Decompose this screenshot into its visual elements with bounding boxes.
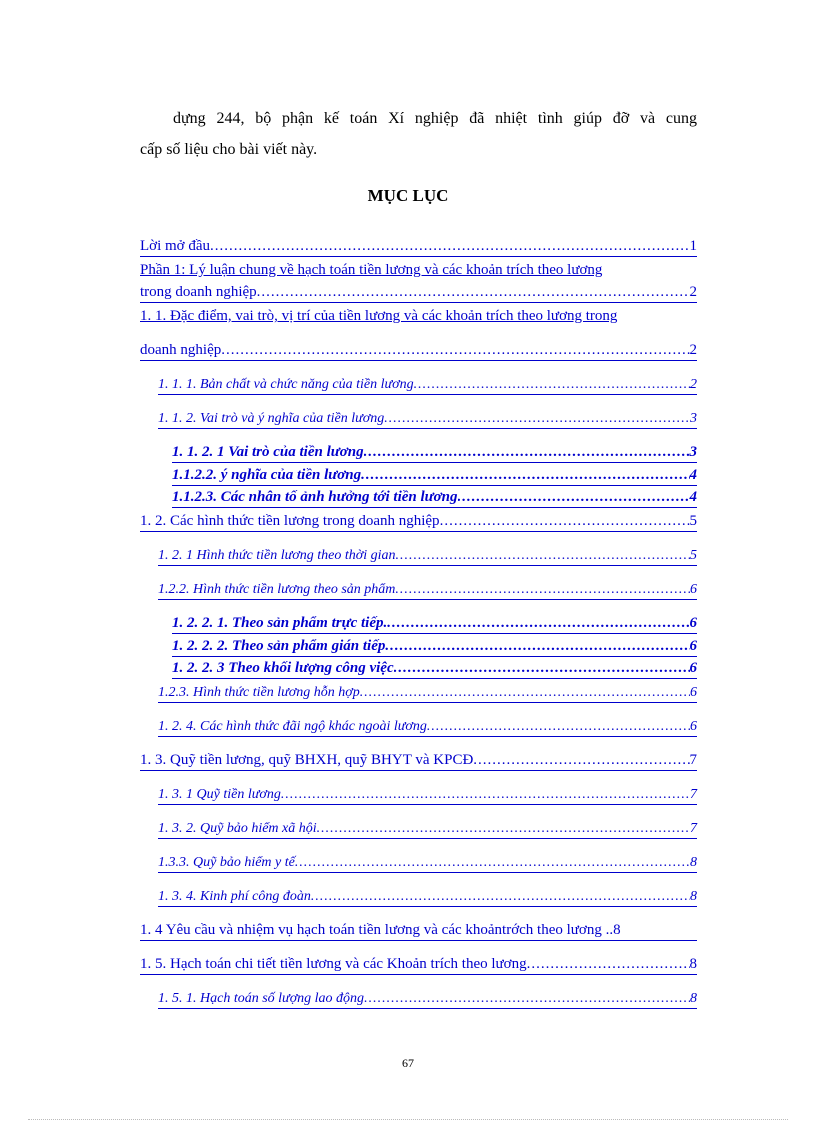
toc-entry-page: 8 <box>689 956 697 972</box>
toc-entry-1-4[interactable] <box>140 921 697 941</box>
toc-entry-text: 1. 2. 2. 1. Theo sản phẩm trực tiếp. <box>172 615 388 631</box>
intro-line-1: dựng 244, bộ phận kế toán Xí nghiệp đã nhiệt tình giúp đỡ và cung <box>173 110 697 127</box>
intro-line-2: cấp số liệu cho bài viết này. <box>140 141 318 158</box>
toc-entry-page: 5 <box>689 513 697 529</box>
toc-entry-1-2[interactable] <box>140 512 697 532</box>
toc-entry-page: 8 <box>690 991 697 1006</box>
page-bottom-divider <box>28 1119 788 1120</box>
toc-entry-page: 7 <box>690 787 697 802</box>
toc-entry-text: 1. 1. 2. Vai trò và ý nghĩa của tiền lương <box>158 411 385 426</box>
toc-entry-page: 8 <box>690 889 697 904</box>
toc-entry-text: 1. 3. Quỹ tiền lương, quỹ BHXH, quỹ BHYT và KPCĐ <box>140 752 474 768</box>
toc-entry-text: 1.1.2.2. ý nghĩa của tiền lương <box>172 467 362 483</box>
toc-entry-text: 1. 3. 2. Quỹ bảo hiểm xã hội <box>158 821 317 836</box>
toc-entry-page: 6 <box>689 615 697 631</box>
toc-entry-text: 1. 2. 2. 2. Theo sản phẩm gián tiếp <box>172 638 386 654</box>
toc-entry-1-3-2[interactable] <box>158 819 697 839</box>
toc-entry-text: 1. 5. Hạch toán chi tiết tiền lương và các Khoản trích theo lương <box>140 956 527 972</box>
toc-entry-page: 2 <box>689 284 697 300</box>
toc-entry-page: 6 <box>690 719 697 734</box>
toc-entry-text: 1.2.3. Hình thức tiền lương hỗn hợp <box>158 685 360 700</box>
toc-entry-page: 6 <box>689 638 697 654</box>
toc-entry-text: 1. 2. 1 Hình thức tiền lương theo thời gian <box>158 548 396 563</box>
toc-entry-page: 6 <box>690 582 697 597</box>
toc-entry-1-3-1[interactable] <box>158 785 697 805</box>
toc-entry-1-1-2[interactable] <box>158 409 697 429</box>
toc-entry-1-5-1[interactable] <box>158 989 697 1009</box>
toc-entry-text: 1. 1. 2. 1 Vai trò của tiền lương <box>172 444 364 460</box>
toc-entry-1-1-1[interactable] <box>158 375 697 395</box>
toc-entry-text: 1. 2. 4. Các hình thức đãi ngộ khác ngoài lương <box>158 719 427 734</box>
toc-entry-page: 2 <box>690 377 697 392</box>
toc-entry-text: 1. 3. 4. Kinh phí công đoàn <box>158 889 311 904</box>
toc-entry-page: 4 <box>689 489 697 505</box>
toc-entry-text: 1.3.3. Quỹ bảo hiểm y tế <box>158 855 295 870</box>
toc-entry-page: 3 <box>690 411 697 426</box>
toc-entry-text: trong doanh nghiệp <box>140 284 257 300</box>
toc-entry-1-5[interactable] <box>140 955 697 975</box>
toc-entry-1-1[interactable] <box>140 341 697 361</box>
toc-entry-1-1-2-2[interactable] <box>172 466 697 486</box>
toc-entry-page: 3 <box>689 444 697 460</box>
toc-entry-page: 2 <box>689 342 697 358</box>
toc-entry-page: 5 <box>690 548 697 563</box>
toc-entry-1-3-3[interactable] <box>158 853 697 873</box>
toc-entry-text: 1. 2. 2. 3 Theo khối lượng công việc <box>172 660 394 676</box>
toc-entry-1-1-2-3[interactable] <box>172 488 697 508</box>
toc-entry-1-3[interactable] <box>140 751 697 771</box>
toc-entry-page: 7 <box>690 821 697 836</box>
toc-entry-page: 8 <box>613 922 621 938</box>
toc-entry-page: 7 <box>689 752 697 768</box>
toc-entry-page: 4 <box>689 467 697 483</box>
toc-entry-text: doanh nghiệp <box>140 342 222 358</box>
toc-entry-page: 8 <box>690 855 697 870</box>
toc-entry-1-2-4[interactable] <box>158 717 697 737</box>
toc-entry-1-2-2-2[interactable] <box>172 637 697 657</box>
toc-entry-text: 1. 1. 1. Bản chất và chức năng của tiền lương <box>158 377 414 392</box>
toc-entry-text: 1.1.2.3. Các nhân tố ảnh hưởng tới tiền lương <box>172 489 458 505</box>
toc-entry-phan-1[interactable] <box>140 283 697 303</box>
toc-title: MỤC LỤC <box>367 186 449 205</box>
toc-entry-1-1-2-1[interactable] <box>172 443 697 463</box>
toc-entry-text: 1. 5. 1. Hạch toán số lượng lao động <box>158 991 365 1006</box>
toc-entry-text: 1.2.2. Hình thức tiền lương theo sản phẩm <box>158 582 396 597</box>
toc-entry-text: Lời mở đầu <box>140 238 211 254</box>
toc-entry-text: 1. 3. 1 Quỹ tiền lương <box>158 787 281 802</box>
toc-entry-page: 1 <box>689 238 697 254</box>
toc-entry-1-3-4[interactable] <box>158 887 697 907</box>
toc-entry-page: 6 <box>689 660 697 676</box>
toc-entry-phan-1-line1[interactable]: Phần 1: Lý luận chung về hạch toán tiền lương và các khoản trích theo lương <box>140 262 603 278</box>
toc-entry-1-2-2-1[interactable] <box>172 614 697 634</box>
toc-entry-text: 1. 4 Yêu cầu và nhiệm vụ hạch toán tiền lương và các khoảntrớch theo lương .. <box>140 922 614 938</box>
toc-entry-1-2-2-3[interactable] <box>172 659 697 679</box>
toc-entry-1-2-3[interactable] <box>158 683 697 703</box>
page-number: 67 <box>402 1056 414 1070</box>
toc-entry-1-1-line1[interactable]: 1. 1. Đặc điểm, vai trò, vị trí của tiền lương và các khoản trích theo lương trong <box>140 308 618 324</box>
toc-entry-text: 1. 2. Các hình thức tiền lương trong doanh nghiệp <box>140 513 440 529</box>
toc-entry-1-2-2[interactable] <box>158 580 697 600</box>
toc-entry-loi-mo-dau[interactable] <box>140 237 697 257</box>
toc-entry-page: 6 <box>690 685 697 700</box>
toc-entry-1-2-1[interactable] <box>158 546 697 566</box>
